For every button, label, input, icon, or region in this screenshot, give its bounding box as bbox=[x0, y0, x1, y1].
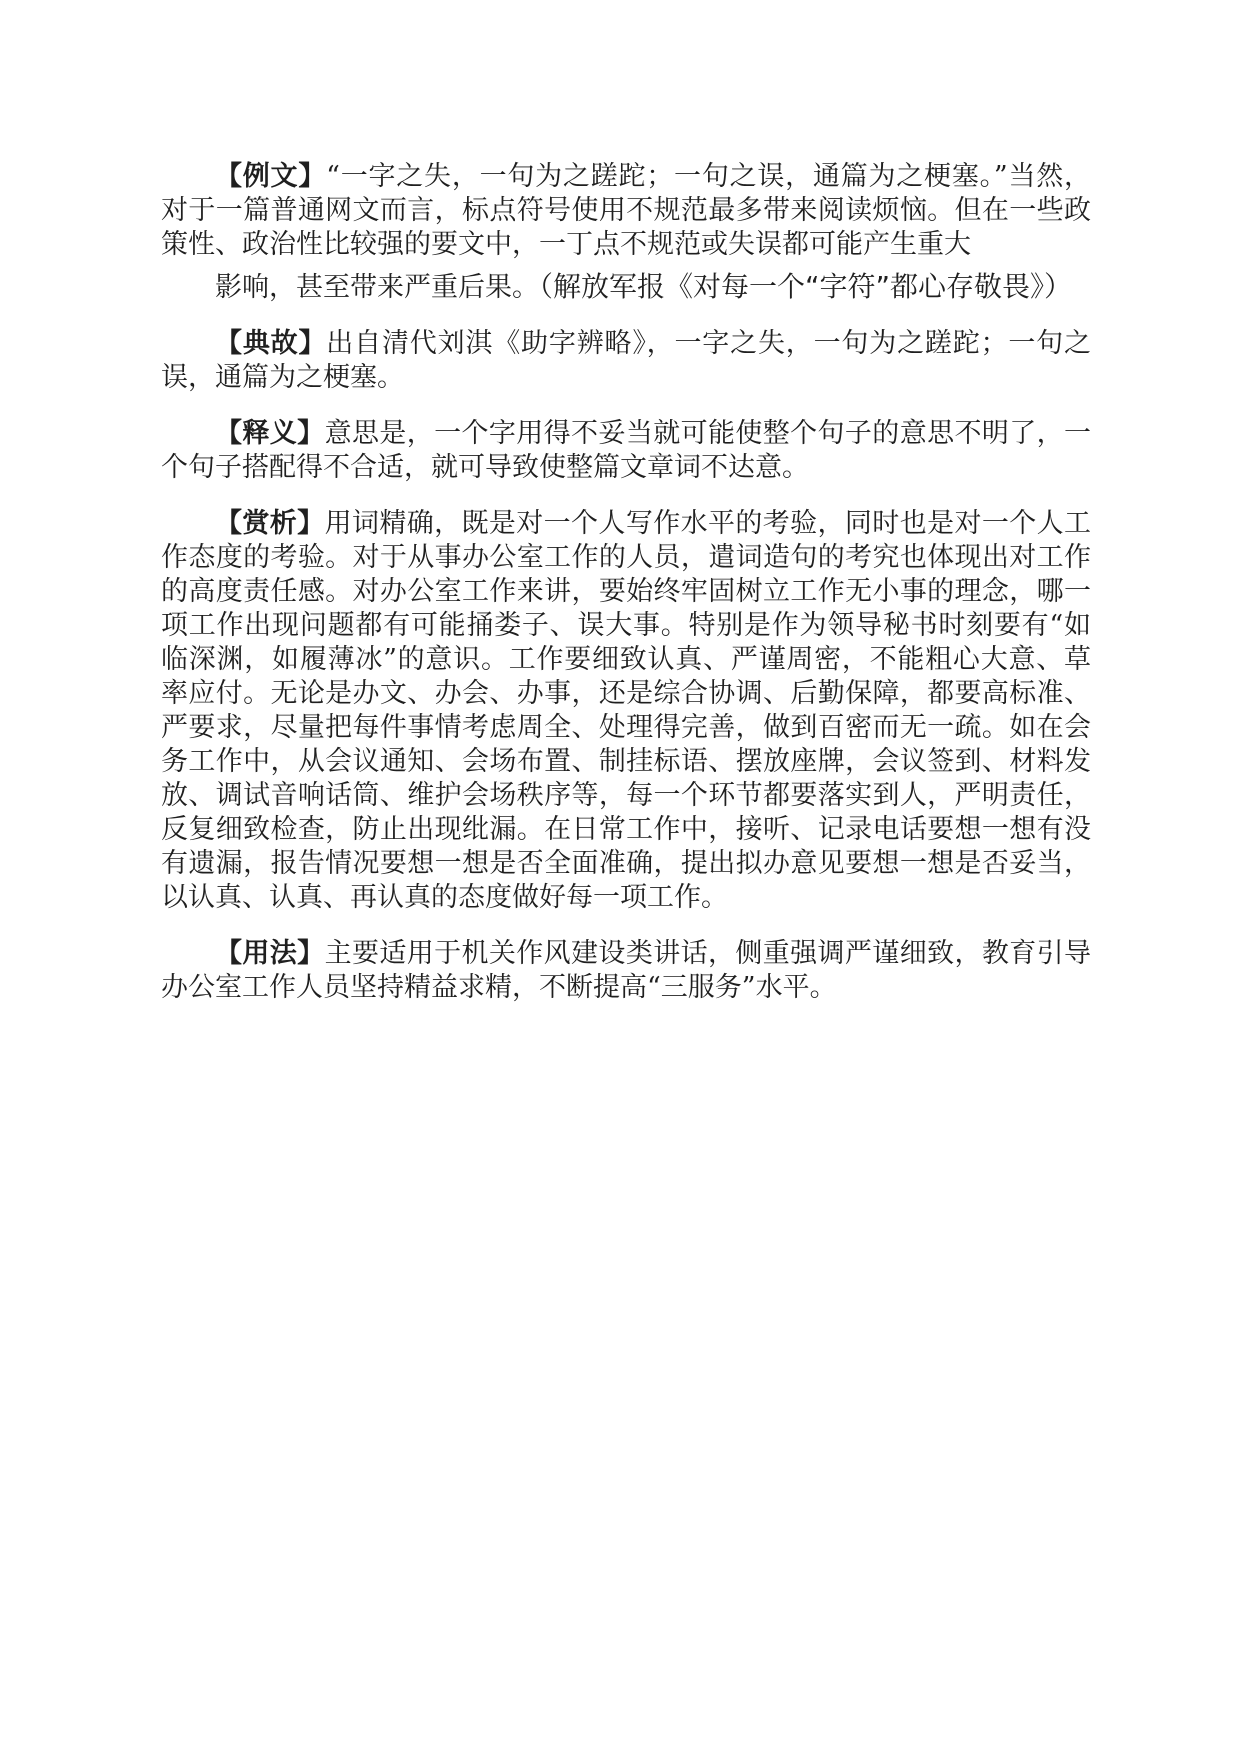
usage-text: 主要适用于机关作风建设类讲话，侧重强调严谨细致，教育引导办公室工作人员坚持精益求精，不断提高“三服务”水平。 bbox=[161, 938, 1092, 1003]
allusion-tag: 【典故】 bbox=[215, 328, 327, 359]
paragraph-usage bbox=[161, 937, 1091, 1005]
example-source: （解放军报《对每一个“字符”都心存敬畏》） bbox=[539, 270, 1073, 303]
document-body bbox=[161, 160, 1091, 1027]
paragraph-example bbox=[161, 160, 1091, 305]
paragraph-appreciation bbox=[161, 507, 1091, 915]
example-text-end: 影响，甚至带来严重后果。 bbox=[215, 272, 539, 303]
appreciation-text: 用词精确，既是对一个人写作水平的考验，同时也是对一个人工作态度的考验。对于从事办公室工作的人员，遣词造句的考究也体现出对工作的高度责任感。对办公室工作来讲，要始终牢固树立工作无小事的理念，哪一项工作出现问题都有可能捅娄子、误大事。特别是作为领导秘书时刻要有“如临深渊，如履薄冰”的意识。工作要细致认真、严谨周密，不能粗心大意、草率应付。无论是办文、办会、办事，还是综合协调、后勤保障，都要高标准、严要求，尽量把每件事情考虑周全、处理得完善，做到百密而无一疏。如在会务工作中，从会议通知、会场布置、制挂标语、摆放座牌，会议签到、材料发放、调试音响话筒、维护会场秩序等，每一个环节都要落实到人，严明责任，反复细致检查，防止出现纰漏。在日常工作中，接听、记录电话要想一想有没有遗漏，报告情况要想一想是否全面准确，提出拟办意见要想一想是否妥当，以认真、认真、再认真的态度做好每一项工作。 bbox=[161, 508, 1092, 913]
meaning-text: 意思是，一个字用得不妥当就可能使整个句子的意思不明了，一个句子搭配得不合适，就可导致使整篇文章词不达意。 bbox=[161, 418, 1092, 483]
appreciation-tag: 【赏析】 bbox=[215, 508, 325, 539]
paragraph-meaning bbox=[161, 417, 1091, 485]
meaning-tag: 【释义】 bbox=[215, 418, 325, 449]
allusion-text: 出自清代刘淇《助字辨略》，一字之失，一句为之蹉跎；一句之误，通篇为之梗塞。 bbox=[161, 328, 1092, 393]
example-text-last-line bbox=[161, 270, 1072, 305]
usage-tag: 【用法】 bbox=[215, 938, 325, 969]
example-text: “一字之失，一句为之蹉跎；一句之误，通篇为之梗塞。”当然，对于一篇普通网文而言，标点符号使用不规范最多带来阅读烦恼。但在一些政策性、政治性比较强的要文中，一丁点不规范或失误都可能产生重大 bbox=[161, 161, 1092, 260]
example-tag: 【例文】 bbox=[215, 161, 327, 192]
paragraph-allusion bbox=[161, 327, 1091, 395]
